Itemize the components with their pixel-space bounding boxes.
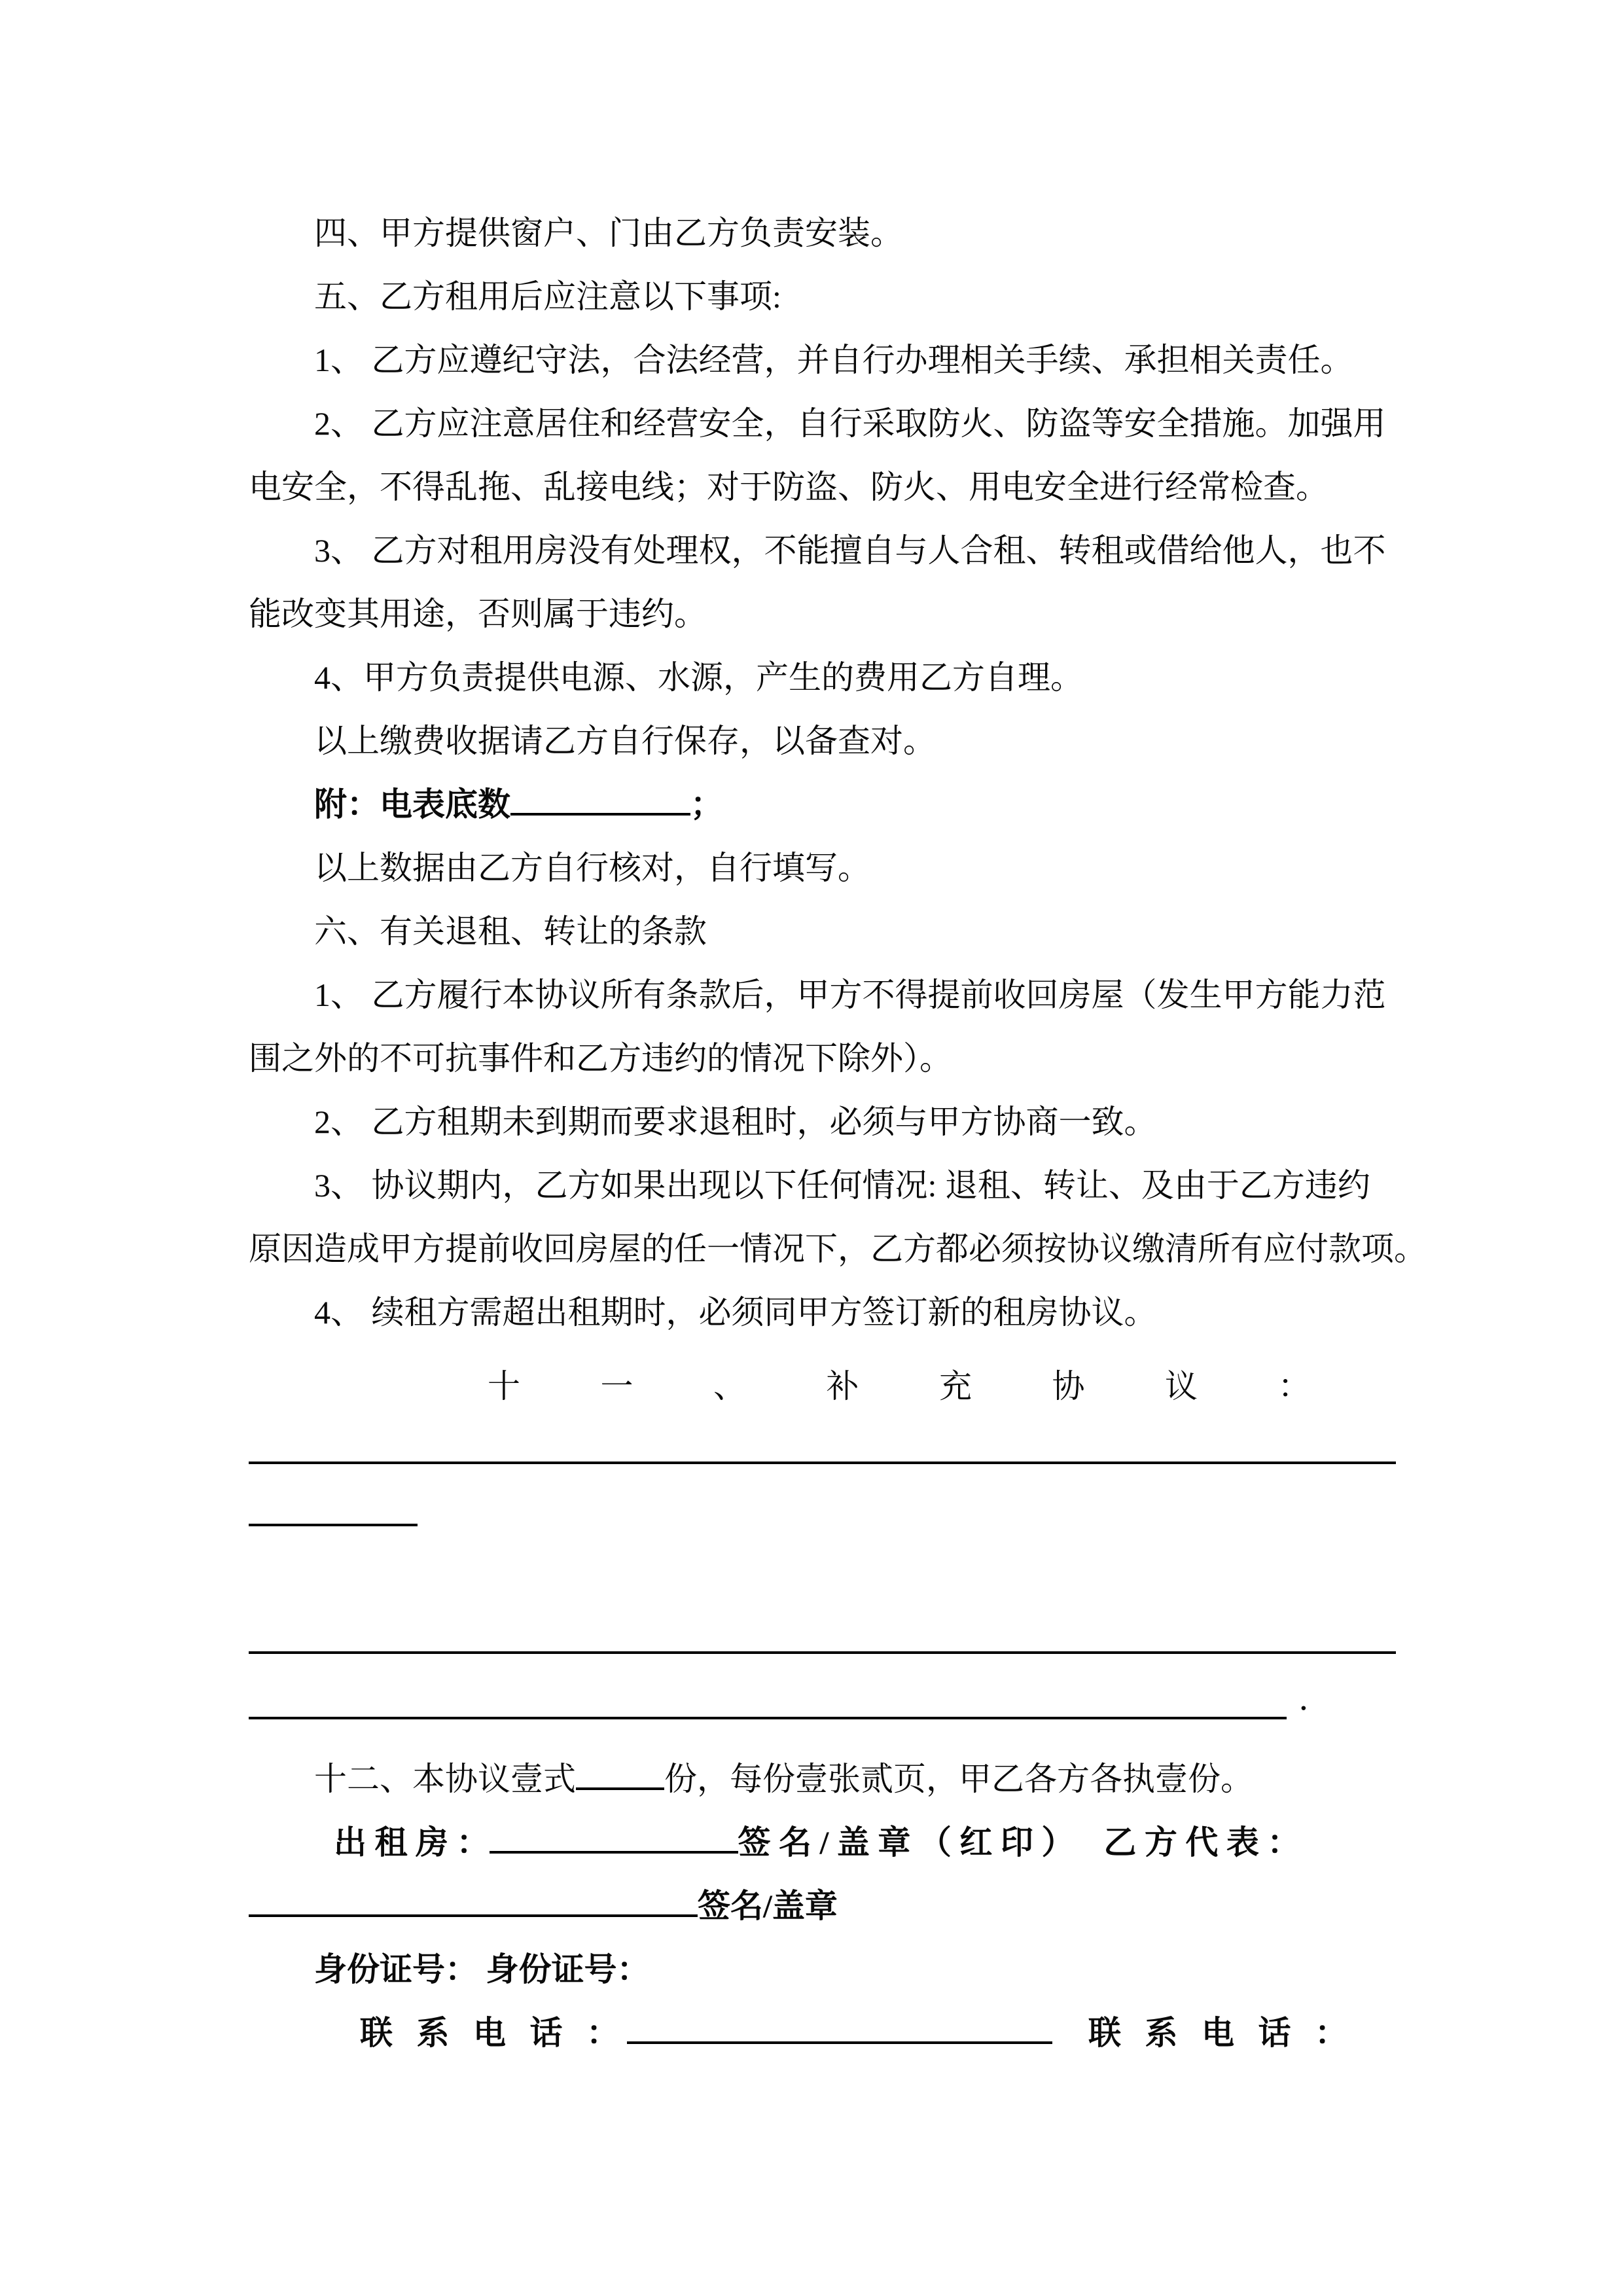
lessor-name-blank [490, 1847, 738, 1854]
phone-label-b: 联 系 电 话 ： [1088, 2015, 1355, 2051]
clause-5-item-2-line: 2、 乙方应注意居住和经营安全，自行采取防火、防盗等安全措施。加强用 [314, 405, 1386, 442]
party-b-signature-line [249, 1874, 1407, 1938]
writing-line-3 [249, 1526, 1396, 1654]
writing-line-4 [249, 1654, 1308, 1719]
sign-seal-label: 签名/盖章 [698, 1888, 838, 1924]
party-b-rep-label: 乙 方 代 表 ： [1103, 1824, 1300, 1861]
clause-6-item-1-line: 1、 乙方履行本协议所有条款后，甲方不得提前收回房屋（发生甲方能力范 [314, 977, 1386, 1013]
clause-6-heading-line: 六、有关退租、转让的条款 [314, 913, 707, 950]
party-b-signature-blank [249, 1910, 698, 1917]
lessor-signature-line [249, 1811, 1407, 1874]
lessor-label: 出 租 房 ： [334, 1824, 490, 1861]
writing-line-2 [249, 1464, 418, 1526]
clause-6-item-2-line: 2、 乙方租期未到期而要求退租时，必须与甲方协商一致。 [314, 1103, 1157, 1140]
id-number-line: 身份证号： 身份证号： [314, 1951, 650, 1988]
writing-line-1 [249, 1418, 1396, 1464]
data-check-note-line: 以上数据由乙方自行核对，自行填写。 [314, 850, 870, 886]
meter-reading-label: 附：电表底数 [314, 786, 510, 823]
clause-12-line [249, 1748, 1407, 1811]
clause-4-line: 四、甲方提供窗户、门由乙方负责安装。 [314, 215, 903, 251]
clause-12-prefix: 十二、本协议壹式 [314, 1761, 576, 1797]
clause-6-item-1-continuation-line: 围之外的不可抗事件和乙方违约的情况下除外）。 [249, 1040, 952, 1077]
clause-6-item-3-line: 3、 协议期内，乙方如果出现以下任何情况: 退租、转让、及由于乙方违约 [314, 1167, 1370, 1204]
clause-5-item-4-line: 4、甲方负责提供电源、水源，产生的费用乙方自理。 [314, 659, 1083, 696]
supplement-heading: 十 一 、 补 充 协 议 ： [488, 1368, 1347, 1405]
meter-reading-suffix: ； [690, 786, 723, 823]
clause-5-heading-line: 五、乙方租用后应注意以下事项: [314, 278, 781, 315]
clause-6-item-3-continuation-line: 原因造成甲方提前收回房屋的任一情况下，乙方都必须按协议缴清所有应付款项。 [249, 1230, 1427, 1267]
meter-reading-line [249, 773, 1407, 836]
clause-5-item-3-continuation-line: 能改变其用途，否则属于违约。 [249, 596, 707, 632]
copies-count-blank [576, 1784, 664, 1790]
clause-5-item-3-line: 3、 乙方对租用房没有处理权，不能擅自与人合租、转租或借给他人，也不 [314, 532, 1386, 569]
trailing-period: . [1299, 1677, 1308, 1717]
meter-reading-blank [510, 809, 690, 816]
clause-5-item-2-continuation-line: 电安全，不得乱拖、乱接电线；对于防盗、防火、用电安全进行经常检查。 [249, 469, 1329, 505]
clause-12-suffix: 份，每份壹张贰页，甲乙各方各执壹份。 [664, 1761, 1253, 1797]
receipt-note-line: 以上缴费收据请乙方自行保存，以备查对。 [314, 723, 936, 759]
phone-label-a: 联 系 电 话 ： [360, 2015, 627, 2051]
clause-6-item-4-line: 4、 续租方需超出租期时，必须同甲方签订新的租房协议。 [314, 1294, 1157, 1331]
clause-5-item-1-line: 1、 乙方应遵纪守法，合法经营，并自行办理相关手续、承担相关责任。 [314, 342, 1353, 378]
phone-number-blank [627, 2037, 1052, 2044]
sign-seal-red-label: 签 名 / 盖 章 （ 红 印 ） [738, 1824, 1075, 1861]
phone-line [249, 2001, 1407, 2065]
